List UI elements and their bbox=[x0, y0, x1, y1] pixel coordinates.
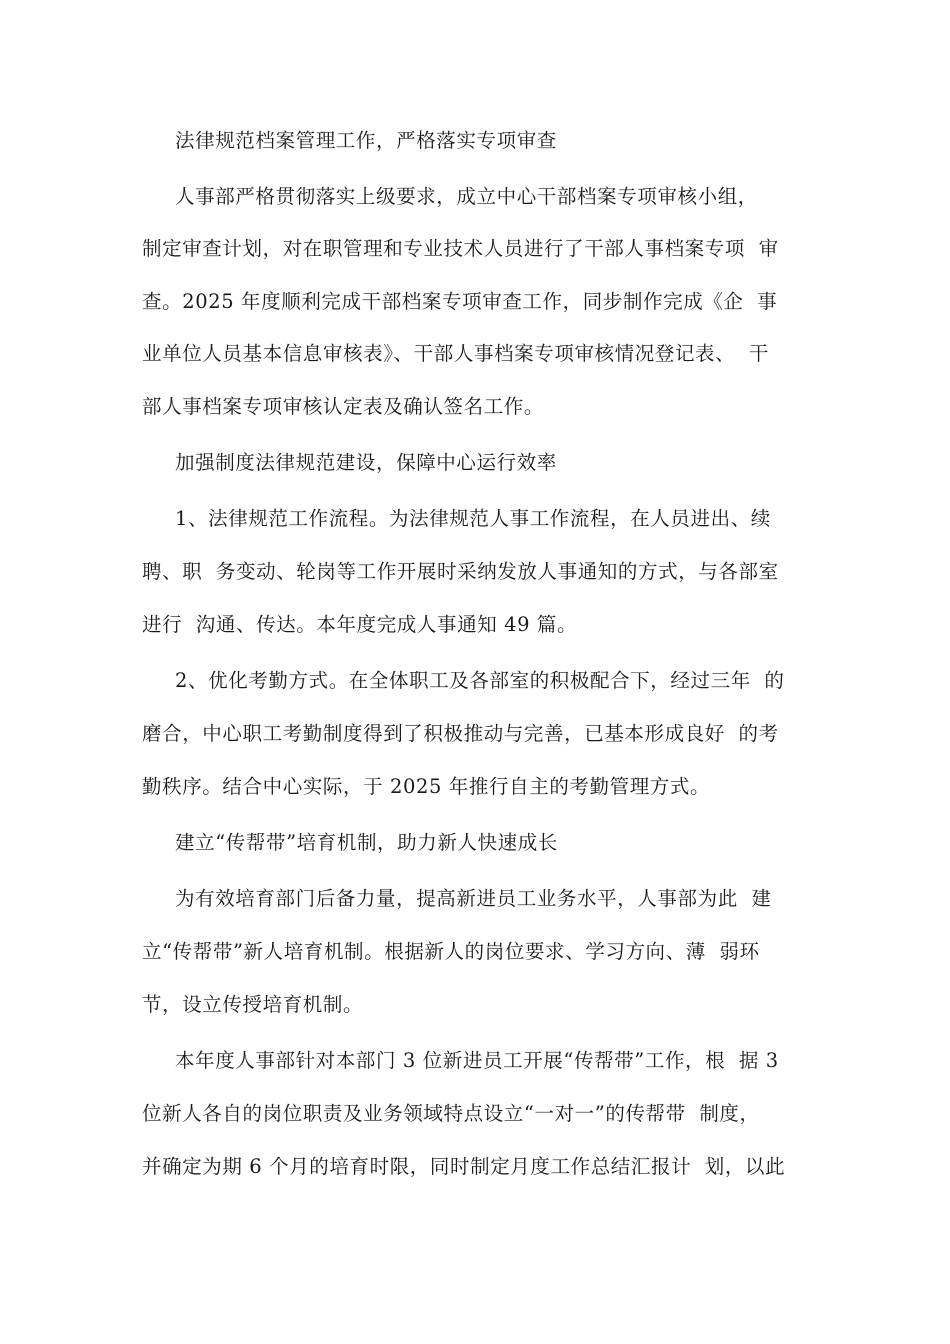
paragraph-line: 位新人各自的岗位职责及业务领域特点设立“一对一”的传帮带 制度， bbox=[142, 1102, 760, 1125]
paragraph-line: 业单位人员基本信息审核表》、干部人事档案专项审核情况登记表、 干 bbox=[142, 342, 769, 365]
paragraph-attendance bbox=[142, 668, 822, 800]
paragraph-line: 为有效培育部门后备力量，提高新进员工业务水平，人事部为此 建 bbox=[175, 887, 772, 910]
paragraph-line: 勤秩序。结合中心实际，于 2025 年推行自主的考勤管理方式。 bbox=[142, 775, 711, 798]
paragraph-line: 节，设立传授培育机制。 bbox=[142, 993, 364, 1016]
section-heading-system: 加强制度法律规范建设，保障中心运行效率 bbox=[175, 451, 557, 474]
paragraph-line: 磨合，中心职工考勤制度得到了积极推动与完善，已基本形成良好 的考 bbox=[142, 722, 779, 745]
paragraph-line: 人事部严格贯彻落实上级要求，成立中心干部档案专项审核小组， bbox=[175, 185, 758, 208]
paragraph-line: 本年度人事部针对本部门 3 位新进员工开展“传帮带”工作，根 据 3 bbox=[175, 1049, 779, 1072]
paragraph-mentoring-mechanism bbox=[142, 886, 822, 1018]
paragraph-line: 部人事档案专项审核认定表及确认签名工作。 bbox=[142, 395, 545, 418]
paragraph-line: 2、优化考勤方式。在全体职工及各部室的积极配合下，经过三年 的 bbox=[175, 669, 785, 692]
paragraph-line: 1、法律规范工作流程。为法律规范人事工作流程，在人员进出、续 bbox=[175, 507, 771, 530]
paragraph-line: 并确定为期 6 个月的培育时限，同时制定月度工作总结汇报计 划，以此 bbox=[142, 1155, 786, 1178]
paragraph-mentoring-progress bbox=[142, 1048, 822, 1180]
paragraph-line: 查。2025 年度顺利完成干部档案专项审查工作，同步制作完成《企 事 bbox=[142, 290, 778, 313]
paragraph-line: 聘、职 务变动、轮岗等工作开展时采纳发放人事通知的方式，与各部室 bbox=[142, 560, 779, 583]
paragraph-line: 制定审查计划，对在职管理和专业技术人员进行了干部人事档案专项 审 bbox=[142, 237, 779, 260]
document-body bbox=[142, 116, 822, 1180]
paragraph-workflow bbox=[142, 506, 822, 638]
paragraph-line: 立“传帮带”新人培育机制。根据新人的岗位要求、学习方向、薄 弱环 bbox=[142, 940, 760, 963]
paragraph-archive-review bbox=[142, 184, 822, 420]
paragraph-line: 进行 沟通、传达。本年度完成人事通知 49 篇。 bbox=[142, 613, 578, 636]
section-heading-mentoring: 建立“传帮带”培育机制，助力新人快速成长 bbox=[175, 831, 558, 854]
section-heading-archives: 法律规范档案管理工作，严格落实专项审查 bbox=[175, 129, 557, 152]
